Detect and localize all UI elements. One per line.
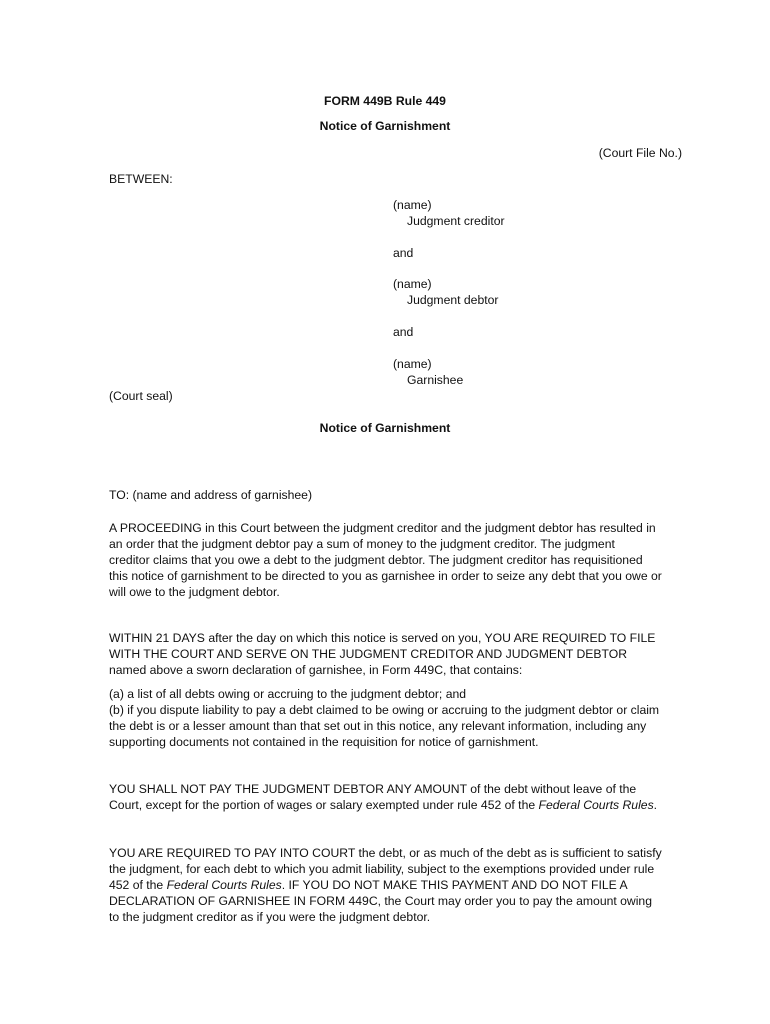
- text-line: the judgment, for each debt to which you admit liability, subject to the exemptions provided under rule: [109, 862, 655, 876]
- text-line: [109, 797, 684, 813]
- declaration-items: [109, 686, 684, 750]
- garnishee-role: Garnishee: [407, 373, 464, 387]
- form-title: FORM 449B Rule 449: [324, 94, 446, 108]
- creditor-name-placeholder: (name): [393, 198, 432, 212]
- text-span: 452 of the: [109, 878, 167, 892]
- text-line: WITH THE COURT AND SERVE ON THE JUDGMENT CREDITOR AND JUDGMENT DEBTOR: [109, 647, 628, 661]
- text-span: .: [653, 798, 658, 812]
- text-line: named above a sworn declaration of garnishee, in Form 449C, that contains:: [109, 663, 523, 677]
- paragraph-shall-not-pay: [109, 781, 684, 813]
- paragraph-pay-into-court: [109, 845, 684, 925]
- text-line: WITHIN 21 DAYS after the day on which this notice is served on you, YOU ARE REQUIRED TO FILE: [109, 631, 656, 645]
- paragraph-within-21-days: [109, 630, 684, 678]
- list-item-b-line: the debt is or a lesser amount than that set out in this notice, any relevant information, including any: [109, 719, 647, 733]
- notice-heading: Notice of Garnishment: [319, 421, 451, 435]
- debtor-name-placeholder: (name): [393, 277, 432, 291]
- text-line: [109, 877, 684, 893]
- text-line: creditor claims that you owe a debt to the judgment debtor. The judgment creditor has requisitioned: [109, 553, 643, 567]
- text-line: this notice of garnishment to be directed to you as garnishee in order to seize any debt that you owe or: [109, 569, 662, 583]
- text-span: . IF YOU DO NOT MAKE THIS PAYMENT AND DO NOT FILE A: [281, 878, 628, 892]
- garnishee-name-placeholder: (name): [393, 357, 432, 371]
- creditor-role: Judgment creditor: [407, 214, 505, 228]
- and-separator: and: [393, 325, 414, 339]
- text-line: an order that the judgment debtor pay a sum of money to the judgment creditor. The judgment: [109, 537, 615, 551]
- list-item-b-line: (b) if you dispute liability to pay a debt claimed to be owing or accruing to the judgment debtor or claim: [109, 703, 660, 717]
- text-line: YOU SHALL NOT PAY THE JUDGMENT DEBTOR ANY AMOUNT of the debt without leave of the: [109, 782, 637, 796]
- court-seal: (Court seal): [109, 389, 173, 403]
- text-line: to the judgment creditor as if you were the judgment debtor.: [109, 910, 431, 924]
- text-span: Court, except for the portion of wages or salary exempted under rule 452 of the: [109, 798, 539, 812]
- paragraph-proceeding: [109, 520, 684, 600]
- list-item-a: (a) a list of all debts owing or accruing to the judgment debtor; and: [109, 687, 467, 701]
- debtor-role: Judgment debtor: [407, 293, 499, 307]
- and-separator: and: [393, 246, 414, 260]
- rules-citation: Federal Courts Rules: [538, 798, 654, 812]
- text-line: YOU ARE REQUIRED TO PAY INTO COURT the debt, or as much of the debt as is sufficient to satisfy: [109, 846, 662, 860]
- between-label: BETWEEN:: [109, 172, 173, 186]
- notice-title: Notice of Garnishment: [319, 119, 451, 133]
- text-line: A PROCEEDING in this Court between the judgment creditor and the judgment debtor has resulted in: [109, 521, 656, 535]
- rules-citation: Federal Courts Rules: [166, 878, 282, 892]
- court-file-number: (Court File No.): [598, 146, 682, 160]
- text-line: DECLARATION OF GARNISHEE IN FORM 449C, the Court may order you to pay the amount owing: [109, 894, 652, 908]
- list-item-b-line: supporting documents not contained in the requisition for notice of garnishment.: [109, 735, 539, 749]
- to-line: TO: (name and address of garnishee): [109, 488, 313, 502]
- text-line: will owe to the judgment debtor.: [109, 585, 280, 599]
